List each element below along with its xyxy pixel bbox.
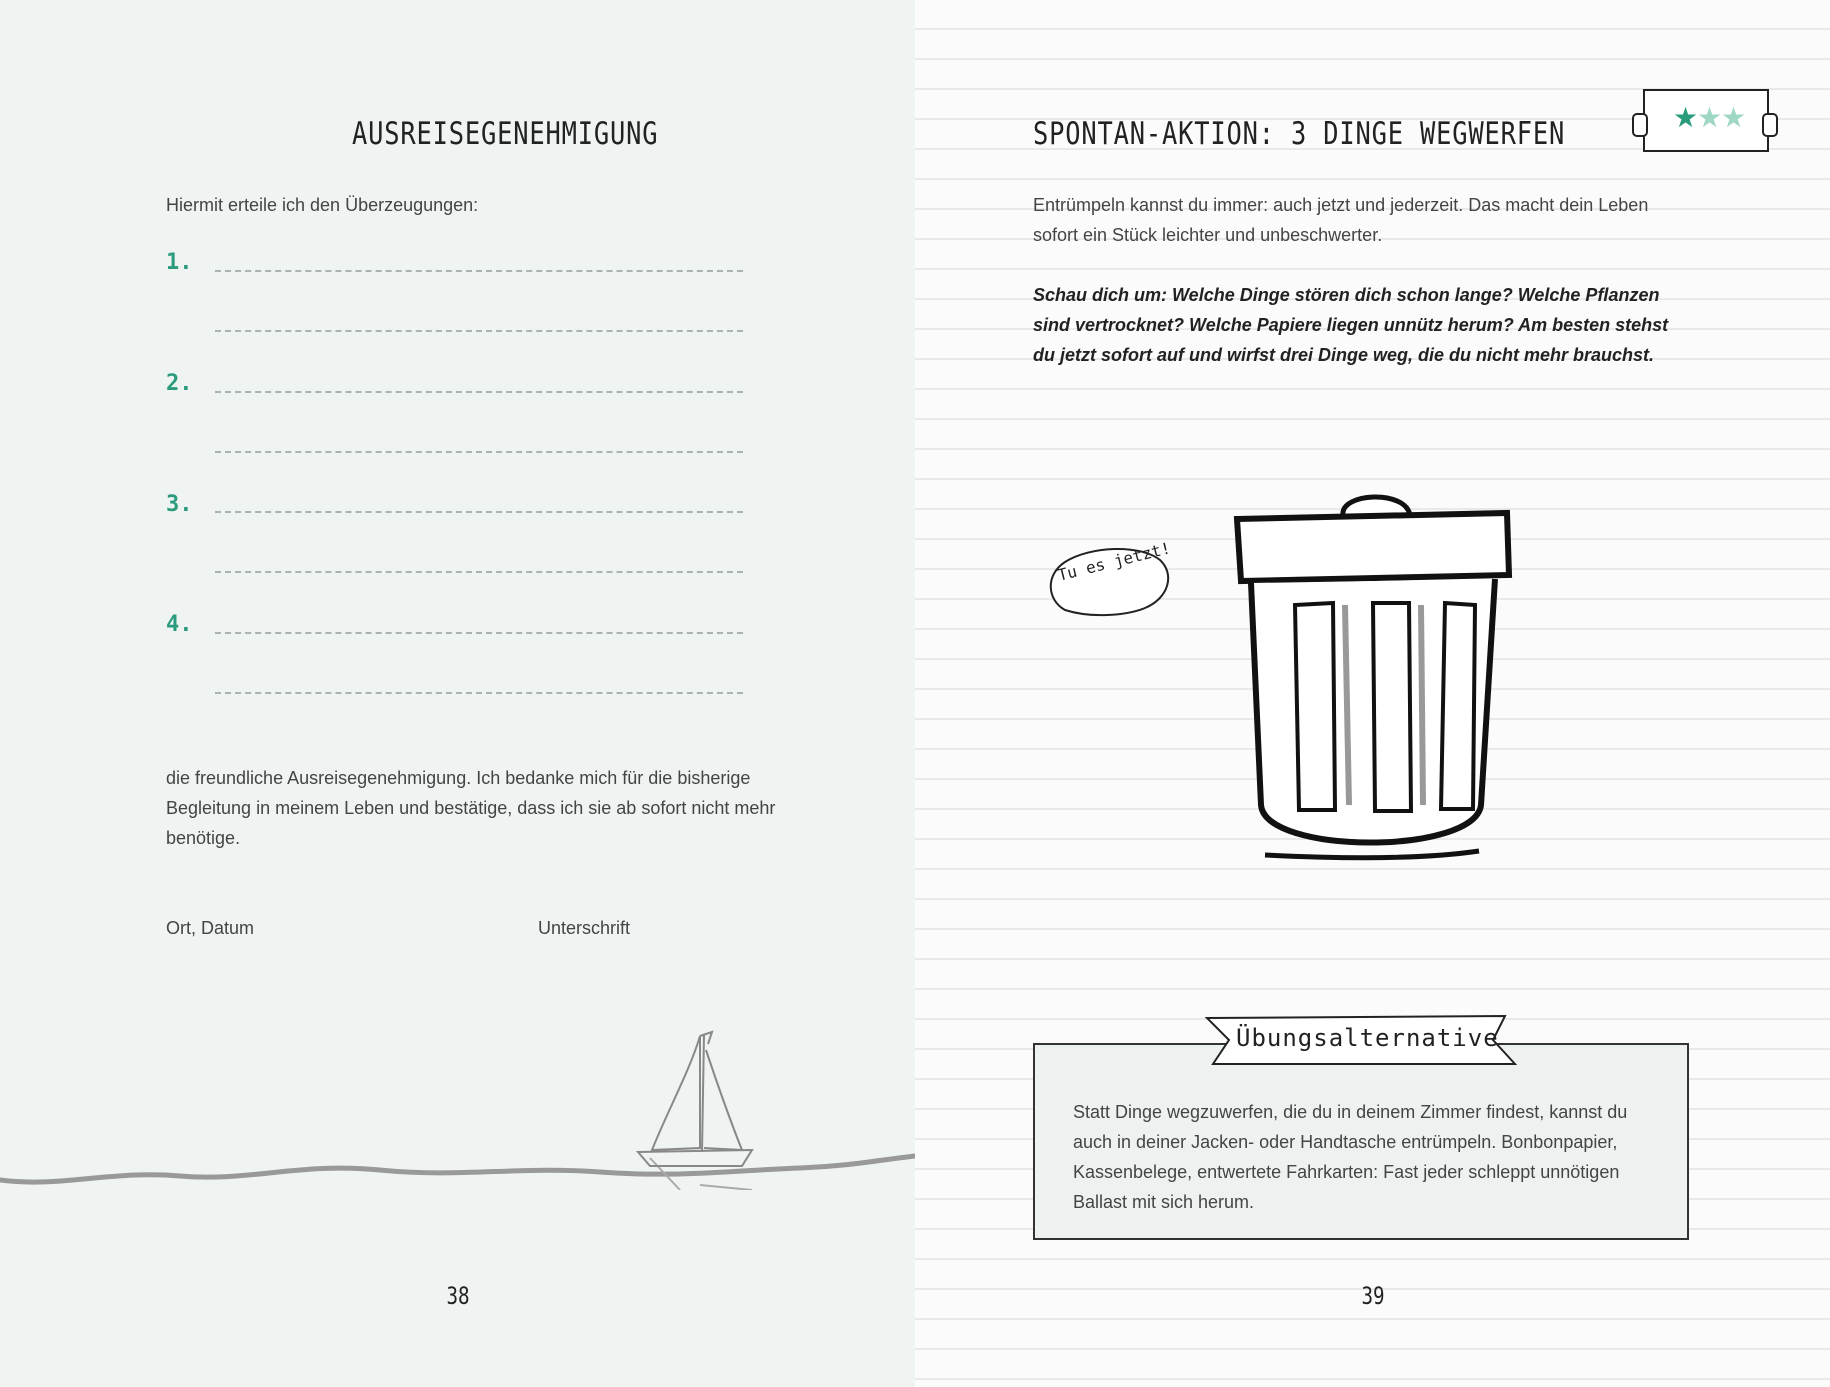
write-line-3b[interactable] bbox=[215, 571, 743, 573]
list-number-2: 2. bbox=[166, 371, 193, 396]
left-page-title: AUSREISEGENEHMIGUNG bbox=[352, 116, 659, 152]
difficulty-rating bbox=[1643, 89, 1769, 152]
place-date-label: Ort, Datum bbox=[166, 918, 255, 938]
left-closing-text: die freundliche Ausreisegenehmigung. Ich bedanke mich für die bisherige Begleitung in meinem Leben und bestätige, dass ich sie ab sofort nicht mehr benötige. bbox=[166, 768, 776, 848]
star-empty-icon: ★ bbox=[1721, 102, 1747, 133]
trash-can-icon bbox=[1225, 475, 1525, 865]
alternative-label: Übungsalternative bbox=[1236, 1024, 1499, 1052]
right-page-title: SPONTAN-AKTION: 3 DINGE WEGWERFEN bbox=[1033, 116, 1566, 152]
page-number-left: 38 bbox=[446, 1282, 470, 1310]
write-line-4a[interactable] bbox=[215, 632, 743, 634]
write-line-1a[interactable] bbox=[215, 270, 743, 272]
alternative-box bbox=[1033, 1043, 1689, 1240]
hand-right-icon bbox=[1762, 113, 1778, 137]
left-intro-text: Hiermit erteile ich den Überzeugungen: bbox=[166, 195, 479, 215]
speech-bubble-text: Tu es jetzt! bbox=[1055, 538, 1173, 585]
star-empty-icon: ★ bbox=[1697, 102, 1723, 133]
write-line-2b[interactable] bbox=[215, 451, 743, 453]
write-line-2a[interactable] bbox=[215, 391, 743, 393]
list-number-1: 1. bbox=[166, 250, 193, 275]
page-number-right: 39 bbox=[1361, 1282, 1385, 1310]
right-instruction-text: Schau dich um: Welche Dinge stören dich schon lange? Welche Pflanzen sind vertrocknet? Welche Papiere liegen unnütz herum? Am besten stehst du jetzt sofort auf und wirfst drei Dinge weg, die du nicht mehr brauchst. bbox=[1033, 285, 1669, 365]
write-line-4b[interactable] bbox=[215, 692, 743, 694]
list-number-4: 4. bbox=[166, 612, 193, 637]
star-filled-icon: ★ bbox=[1673, 102, 1699, 133]
sailboat-wave-illustration bbox=[0, 1020, 915, 1190]
write-line-3a[interactable] bbox=[215, 511, 743, 513]
hand-left-icon bbox=[1632, 113, 1648, 137]
alternative-text: Statt Dinge wegzuwerfen, die du in deinem Zimmer findest, kannst du auch in deiner Jacken- oder Handtasche entrümpeln. Bonbonpapier, Kassenbelege, entwertete Fahrkarten: Fast jeder schleppt unnötigen Ballast mit sich herum. bbox=[1073, 1102, 1628, 1212]
write-line-1b[interactable] bbox=[215, 330, 743, 332]
signature-label: Unterschrift bbox=[538, 918, 631, 938]
right-intro-text: Entrümpeln kannst du immer: auch jetzt und jederzeit. Das macht dein Leben sofort ein Stück leichter und unbeschwerter. bbox=[1033, 195, 1649, 245]
list-number-3: 3. bbox=[166, 492, 193, 517]
